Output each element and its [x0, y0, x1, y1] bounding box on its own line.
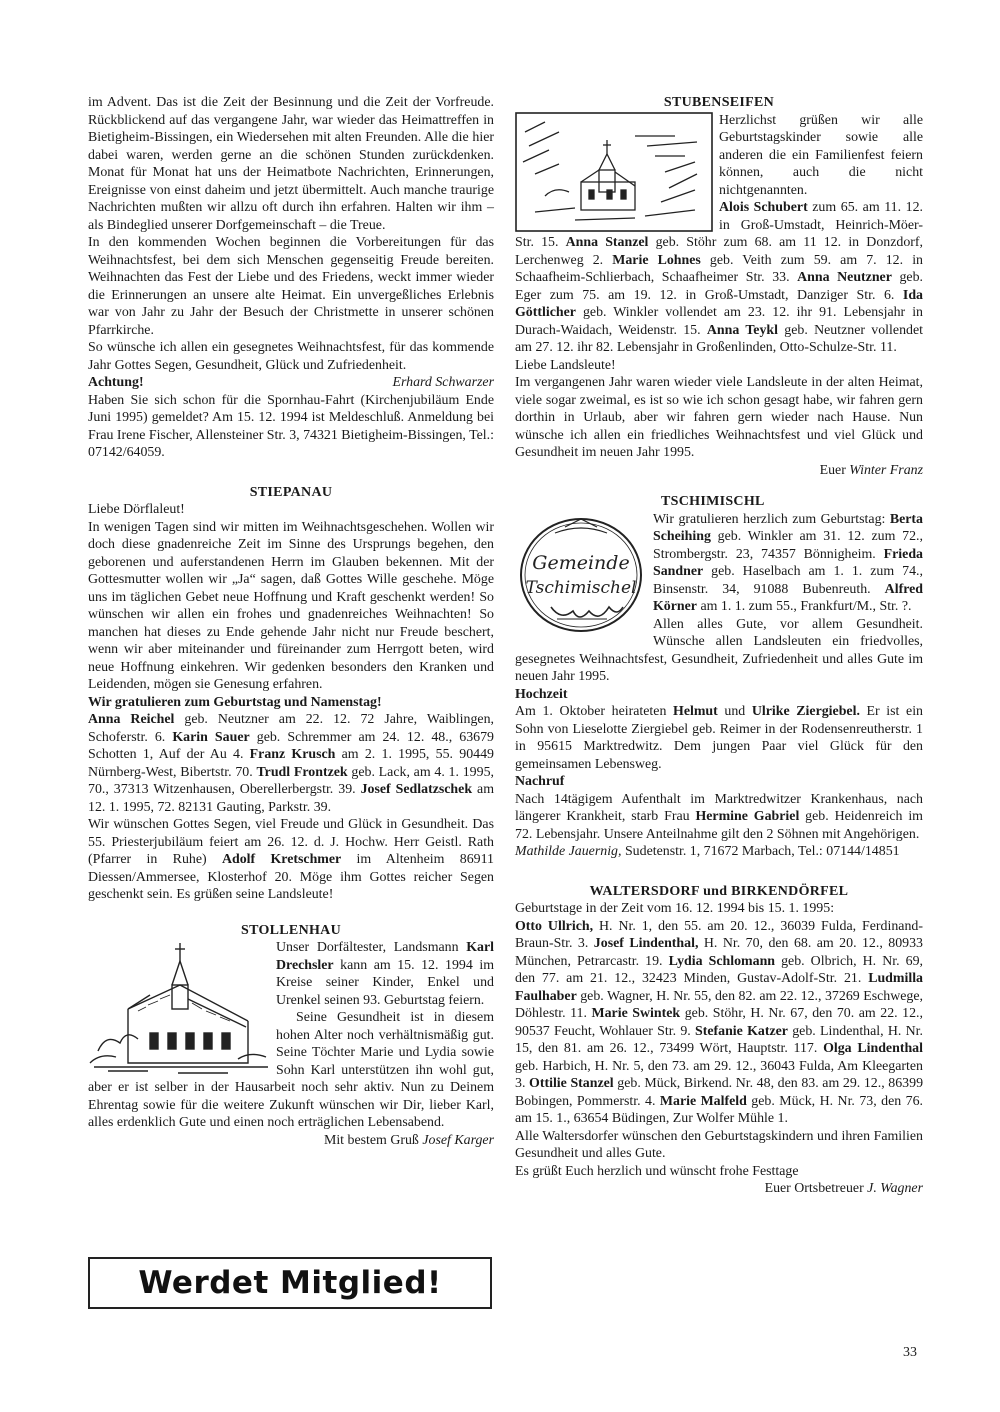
stubenseifen-heading: STUBENSEIFEN — [663, 95, 775, 110]
waltersdorf-closing-2: Es grüßt Euch herzlich und wünscht frohe Festtage — [515, 1163, 799, 1179]
nachruf-heading: Nachruf — [515, 774, 565, 789]
stollenhau-sign-prefix: Mit bestem Gruß — [323, 1132, 423, 1148]
hochzeit-text: Am 1. Oktober heirateten Helmut und Ulrike Ziergiebel. Er ist ein Sohn von Lieselotte Ziergiebel geb. Reimer in der Rodensenreutherstr. 1 in 95615 Marktredwitz. Dem jungen Paar viel Glück für den gemeinsamen Lebensweg. — [515, 704, 924, 772]
stubenseifen-intro: Herzlichst grüßen wir alle Geburtstagskinder sowie alle anderen die ein Familienfest feiern können, auch die nicht nichtgenannten. — [719, 112, 923, 198]
page-number: 33 — [903, 1345, 917, 1360]
nachruf-text: Nach 14tägigem Aufenthalt im Marktredwitzer Krankenhaus, nach längerer Krankheit, starb Frau Hermine Gabriel geb. Heidenreich im 72. Lebensjahr. Unsere Anteilnahme gilt den 2 Söhnen mit Angehörigen. — [515, 791, 923, 842]
waltersdorf-heading: WALTERSDORF und BIRKENDÖRFEL — [589, 883, 849, 899]
stiepanau-closing: Wir wünschen Gottes Segen, viel Freude und Glück in Gesundheit. Das 55. Priesterjubiläum feiert am 26. 12. d. J. Hochw. Herr Geistl. Rath (Pfarrer in Ruhe) Adolf Kretschmer im Altenheim 86911 Diessen/Ammersee, Klosterhof 20. Möge ihm Gottes reicher Segen geschenkt sein. Es grüßen seine Landsleute! — [88, 817, 494, 902]
stubenseifen-birthdays: Alois Schubert zum 65. am 11. 12. in Groß-Umstadt, Heinrich-Möer-Str. 15. Anna Stanzel geb. Stöhr zum 68. am 11 12. in Donzdorf, Lerchenweg 2. Marie Lohnes geb. Veith zum 59. am 7. 12. in Schaafheim-Schlierbach, Schaafheimer Str. 33. Anna Neutzner geb. Eger zum 75. am 19. 12. in Groß-Umstadt, Danziger Str. 6. Ida Göttlicher geb. Winkler vollendet am 23. 12. ihr 91. Lebensjahr in Durach-Waidach, Weidenstr. 15. Anna Teykl geb. Neutzner vollendet am 27. 12. ihr 82. Lebensjahr in Großenlinden, Otto-Schulze-Str. 11. — [515, 200, 923, 355]
chapel-illustration — [515, 112, 713, 232]
intro-paragraph: So wünsche ich allen ein gesegnetes Weihnachtsfest, für das kommende Jahr Gottes Segen, Gesundheit, Glück und Zufriedenheit. Erhard Schwarzer — [88, 340, 494, 390]
tschimischl-wish: Allen alles Gute, vor allem Gesundheit. Wünsche allen Landsleuten ein friedvolles, gesegnetes Weihnachtsfest, Gesundheit, Zufriedenheit und alles Gute im neuen Jahr 1995. — [515, 616, 923, 684]
waltersdorf-intro: Geburtstage in der Zeit vom 16. 12. 1994 bis 15. 1. 1995: — [515, 901, 835, 916]
stiepanau-birthdays: Anna Reichel geb. Neutzner am 22. 12. 72 Jahre, Waiblingen, Schoferstr. 6. Karin Sauer geb. Schremmer am 24. 12. 48., 63679 Schotten 1, Auf der Au 4. Franz Krusch am 2. 1. 1995, 55. 90449 Nürnberg-West, Bibertstr. 70. Trudl Frontzek geb. Lack, am 4. 1. 1995, 70., 37313 Witzenhausen, Oberellerbergstr. 39. Josef Sedlatzschek am 12. 1. 1995, 72. 82131 Gauting, Parkstr. 39. — [88, 712, 495, 815]
church-illustration — [88, 939, 270, 1077]
stiepanau-body: In wenigen Tagen sind wir mitten im Weihnachtsgeschehen. Wollen wir doch diese gnadenreiche Zeit im Sinne des Ursprungs begehen, den geborenen und auferstandenen Herrn im Glauben bekennen. Mit der Gottesmutter wollen wir „Ja“ sagen, daß Gottes Wille geschehe. Möge uns im täglichen Gebet neue Hoffnung und Kraft geschenkt werden! So wünschen wir allen ein frohes und gnadenreiches Weihnachten! So manchen hat dieses zu Ende gehende Jahr nicht nur Freude beschert, wenn wir aber miteinander und füreinander zum Herrgott beten, wird neue Hoffnung einkehren. Wir gedenken besonders den Kranken und Leidenden, mögen sie Genesung erfahren. — [88, 519, 494, 692]
intro-paragraph: im Advent. Das ist die Zeit der Besinnung und die Zeit der Vorfreude. Rückblickend auf das vergangene Jahr, war wieder das Heimattreffen in Bietigheim-Bissingen, ein Wiedersehen mit alten Freunden. Alle die hier dabei waren, werden gerne an die schönen Stunden zurückdenken. Monat für Monat hat uns der Heimatbote Nachrichten, Erinnerungen, Ereignisse von einst daheim und jetzt übermittelt. Auch manche traurige Nachrichten mußten wir allzu oft durch ihn erfahren. Halten wir ihm – als Bindeglied unserer Dorfgemeinschaft – die Treue. — [88, 95, 494, 233]
seal-icon — [515, 511, 647, 637]
tschimischl-heading: TSCHIMISCHL — [661, 494, 765, 509]
intro-paragraph: In den kommenden Wochen beginnen die Vorbereitungen für das Weihnachtsfest, bei dem sich Menschen gegenseitig Freude bereiten. Weihnachten das Fest der Liebe und des Friedens, weckt immer wieder die Erinnerungen an unsere alte Heimat. Ein unvergeßliches Erlebnis war von Jahr zu Jahr der Besuch der Christmette in unserer schönen Pfarrkirche. — [88, 235, 494, 338]
hochzeit-heading: Hochzeit — [515, 686, 568, 702]
membership-banner: Werdet Mitglied! — [88, 1257, 492, 1309]
achtung-heading: Achtung! — [88, 375, 144, 390]
tschimischl-sign: Mathilde Jauernig, Sudetenstr. 1, 71672 Marbach, Tel.: 07144/14851 — [515, 844, 900, 859]
stollenhau-birthday: Unser Dorfältester, Landsmann Karl Drechsler kann am 15. 12. 1994 im Kreise seiner Kinder, Enkel und Urenkel seinen 93. Geburtstag feiern. — [276, 940, 494, 1008]
right-column — [515, 94, 923, 1198]
waltersdorf-sign: Euer Ortsbetreuer J. Wagner — [764, 1181, 923, 1196]
stubenseifen-sign: Euer Winter Franz — [819, 462, 923, 478]
stiepanau-heading: STIEPANAU — [249, 484, 333, 500]
church-drawing — [88, 939, 270, 1077]
waltersdorf-closing: Alle Waltersdorfer wünschen den Geburtstagskindern und ihren Familien Gesundheit und alles Gute. — [515, 1128, 923, 1161]
seal-line-1: Gemeinde — [532, 551, 630, 574]
stollenhau-text: Seine Gesundheit ist in diesem hohen Alter noch verhältnismäßig gut. Seine Töchter Marie und Lydia sowie Sohn Karl unterstützen ihn wohl gut, aber er ist selber in der Hausarbeit noch sehr aktiv. Nun zu Deinem Ehrentag sowie für die weitere Zukunft wünschen wir Dir, lieber Karl, alles erdenklich Gute und einen noch erträglichen Lebensabend. Mit bestem Gruß Josef Karger — [88, 1010, 494, 1148]
stubenseifen-signature: Winter Franz — [849, 462, 923, 478]
left-column — [88, 94, 494, 1149]
waltersdorf-signature: J. Wagner — [867, 1181, 923, 1196]
stubenseifen-body: Im vergangenen Jahr waren wieder viele Landsleute in der alten Heimat, viele sogar zweimal, es ist so wie ich schon gesagt habe, wir fahren gern dorthin in Urlaub, aber wir fahren gern wieder nach Hause. Nun wünsche ich allen ein friedliches Weihnachtsfest und viel Glück und Gesundheit im neuen Jahr 1995. — [515, 375, 923, 460]
achtung-text: Haben Sie sich schon für die Spornhau-Fahrt (Kirchenjubiläum Ende Juni 1995) gemeldet? Am 15. 12. 1994 ist Meldeschluß. Anmeldung bei Frau Irene Fischer, Allensteiner Str. 3, 74321 Bietigheim-Bissingen, Tel.: 07142/64059. — [88, 392, 495, 460]
stiepanau-greeting: Liebe Dörflaleut! — [88, 502, 185, 517]
tschimischl-birthdays: Wir gratulieren herzlich zum Geburtstag: Berta Scheihing geb. Winkler am 31. 12. zum 72., Strombergstr. 23, 74357 Bönnigheim. Frieda Sandner geb. Haselbach am 1. 1. zum 74., Binsenstr. 34, 91088 Bubenreuth. Alfred Körner am 1. 1. zum 55., Frankfurt/M., Str. ?. — [653, 511, 923, 614]
chapel-sketch — [515, 112, 713, 232]
stiepanau-congrats-heading: Wir gratulieren zum Geburtstag und Namenstag! — [88, 694, 382, 710]
stollenhau-heading: STOLLENHAU — [241, 922, 341, 938]
stubenseifen-greeting: Liebe Landsleute! — [515, 357, 616, 373]
intro-signature: Erhard Schwarzer — [392, 375, 494, 390]
stollenhau-signature: Josef Karger — [422, 1132, 494, 1148]
municipality-seal — [515, 511, 647, 637]
waltersdorf-birthdays: Otto Ullrich, H. Nr. 1, den 55. am 20. 12., 36039 Fulda, Ferdinand-Braun-Str. 3. Josef Lindenthal, H. Nr. 70, den 68. am 20. 12., 80933 München, Petrarcastr. 19. Lydia Schlomann geb. Olbrich, H. Nr. 69, den 77. am 21. 12., 32423 Minden, Gustav-Adolf-Str. 21. Ludmilla Faulhaber geb. Wagner, H. Nr. 55, den 82. am 22. 12., 37269 Eschwege, Döhlestr. 11. Marie Swintek geb. Stöhr, H. Nr. 67, den 70. am 22. 12., 90537 Feucht, Wohlauer Str. 9. Stefanie Katzer geb. Lindenthal, H. Nr. 15, den 81. am 26. 12., 73499 Wört, Hauptstr. 117. Olga Lindenthal geb. Harbich, H. Nr. 5, den 73. am 29. 12., 36043 Fulda, Am Kleegarten 3. Ottilie Stanzel geb. Mück, Birkend. Nr. 48, den 83. am 29. 12., 86399 Bobingen, Pommerstr. 4. Marie Malfeld geb. Mück, H. Nr. 73, den 76. am 15. 1., 63654 Büdingen, Zur Wolfer Mühle 1. — [515, 918, 924, 1126]
seal-line-2: Tschimischel — [525, 577, 637, 598]
